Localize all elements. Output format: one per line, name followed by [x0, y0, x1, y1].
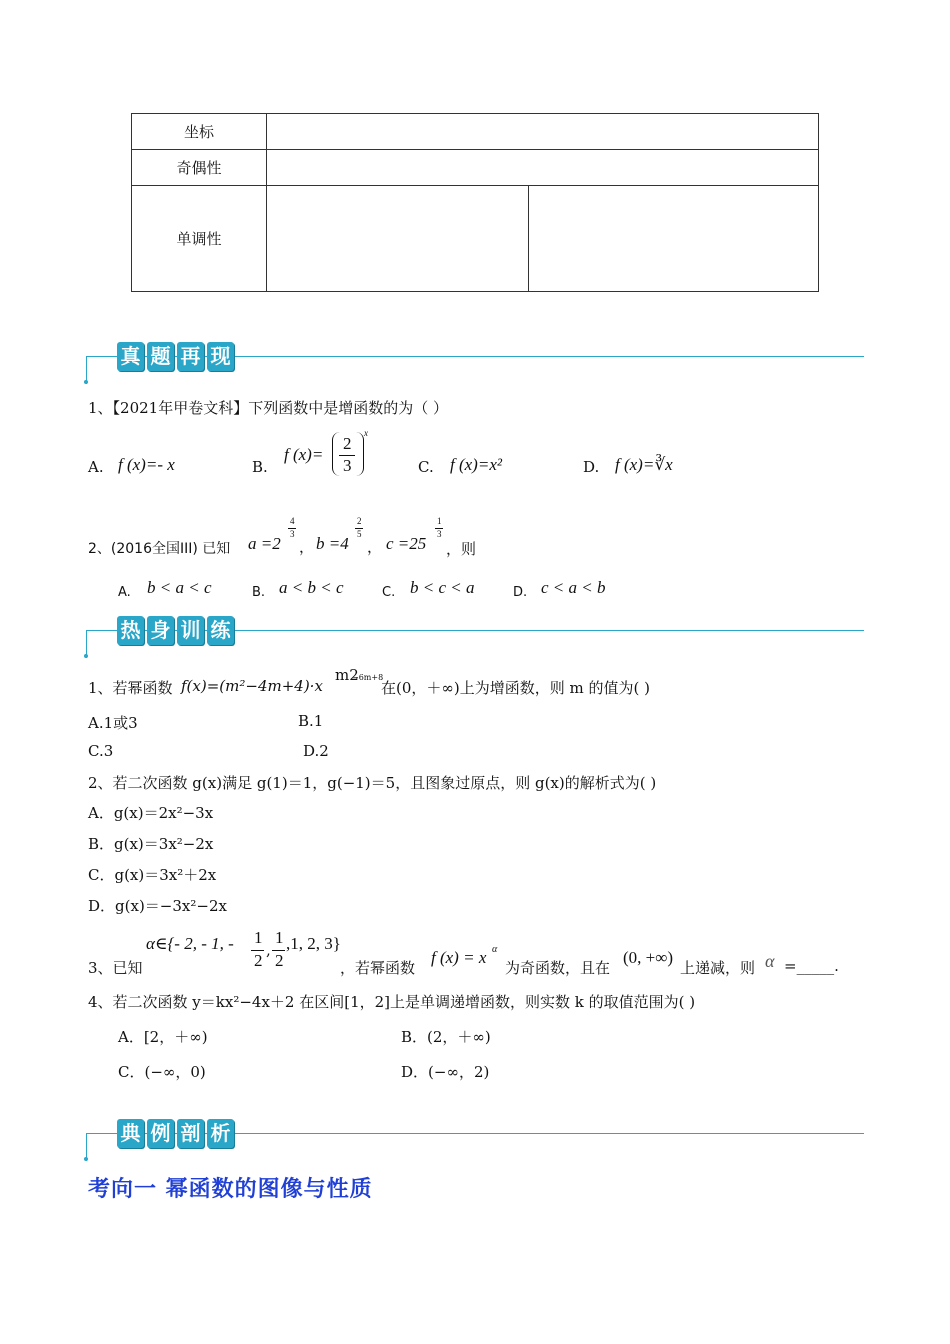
- math-expr: (0, +∞): [623, 948, 674, 967]
- exponent: 4: [290, 516, 295, 526]
- math-expr: b =4: [316, 534, 349, 553]
- option-formula: f (x)=x²: [450, 455, 502, 474]
- header-char: 再: [177, 342, 204, 371]
- header-char: 析: [207, 1119, 234, 1148]
- exponent: m2: [335, 666, 359, 684]
- answer-blank: =_____.: [784, 957, 839, 975]
- exponent: 2: [357, 516, 362, 526]
- option-formula: f (x)=- x: [118, 455, 175, 474]
- header-char: 训: [177, 616, 204, 645]
- option-formula: c < a < b: [541, 578, 606, 597]
- exponent: 3: [437, 529, 442, 539]
- separator: ，: [299, 538, 315, 556]
- header-char: 练: [207, 616, 234, 645]
- option-label: A.: [118, 585, 131, 600]
- header-char: 例: [147, 1119, 174, 1148]
- option-label: C.: [382, 585, 396, 600]
- option: C．g(x)＝3x²＋2x: [88, 866, 217, 884]
- header-char: 典: [117, 1119, 144, 1148]
- fraction-numerator: 2: [343, 434, 352, 453]
- question-stem: 2、若二次函数 g(x)满足 g(1)＝1，g(−1)＝5，且图象过原点，则 g(x)的解析式为( ): [88, 774, 657, 792]
- header-char: 题: [147, 342, 174, 371]
- option-label: A.: [88, 458, 104, 476]
- option-label: D.: [583, 458, 600, 476]
- option-formula: f (x)=: [284, 445, 324, 464]
- option: A．[2，＋∞): [118, 1028, 208, 1046]
- section-header-real-questions: [86, 342, 864, 382]
- option-formula: b < c < a: [410, 578, 475, 597]
- option-label: B.: [252, 585, 266, 600]
- exponent: x: [364, 428, 368, 438]
- math-expr: f(x)=(m²−4m+4)·x: [181, 677, 323, 695]
- question-text: 上递减，则: [680, 959, 756, 977]
- option-formula: a < b < c: [279, 578, 344, 597]
- table-cell: [267, 114, 819, 150]
- section-title: 考向一 幂函数的图像与性质: [88, 1177, 373, 1202]
- option: D．(−∞，2): [401, 1063, 490, 1081]
- option: B．(2，＋∞): [401, 1028, 491, 1046]
- header-char: 身: [147, 616, 174, 645]
- option: D．g(x)＝−3x²−2x: [88, 897, 227, 915]
- table-row-label: 坐标: [132, 114, 267, 150]
- question-stem: 2、(2016全国III) 已知: [88, 541, 231, 557]
- table-cell: [267, 186, 529, 292]
- question-text: ，若幂函数: [340, 959, 416, 977]
- question-stem: 1、若幂函数: [88, 679, 173, 697]
- option-formula: b < a < c: [147, 578, 212, 597]
- math-expr: α: [765, 951, 775, 971]
- math-expr: a =2: [248, 534, 281, 553]
- fraction-denominator: 2: [275, 951, 284, 970]
- header-char: 真: [117, 342, 144, 371]
- math-expr: α∈{- 2, - 1, -: [146, 934, 234, 953]
- header-char: 热: [117, 616, 144, 645]
- table-cell: [267, 150, 819, 186]
- section-header-typical-examples: [86, 1119, 864, 1159]
- question-stem: 1、【2021年甲卷文科】下列函数中是增函数的为（ ）: [88, 399, 448, 417]
- header-char: 剖: [177, 1119, 204, 1148]
- separator: ，: [367, 538, 383, 556]
- fraction-numerator: 1: [254, 928, 263, 947]
- question-text: 为奇函数，且在: [505, 959, 611, 977]
- option-label: D.: [513, 585, 528, 600]
- exponent: 3: [290, 529, 295, 539]
- option-label: B.: [252, 458, 268, 476]
- math-expr: f (x) = x: [431, 948, 487, 967]
- option: A.1或3: [88, 714, 138, 732]
- table-row-label: 奇偶性: [132, 150, 267, 186]
- separator: ,: [266, 941, 271, 959]
- question-stem: 3、已知: [88, 959, 143, 977]
- question-suffix: ，则: [446, 540, 477, 558]
- exponent: −6m+8: [352, 673, 384, 682]
- option-formula: f (x)=∛x: [615, 455, 673, 474]
- exponent: 1: [437, 516, 442, 526]
- option: A．g(x)＝2x²−3x: [88, 804, 214, 822]
- option: D.2: [303, 742, 329, 760]
- table-row-label: 单调性: [132, 186, 267, 292]
- property-table: [131, 113, 819, 292]
- exponent: α: [492, 944, 498, 955]
- section-header-warm-up: [86, 616, 864, 656]
- table-cell: [529, 186, 819, 292]
- option-label: C.: [418, 458, 434, 476]
- header-char: 现: [207, 342, 234, 371]
- option: C.3: [88, 742, 114, 760]
- fraction-denominator: 2: [254, 951, 263, 970]
- question-suffix: 在(0，＋∞)上为增函数，则 m 的值为( ): [381, 679, 650, 697]
- question-stem: 4、若二次函数 y＝kx²−4x＋2 在区间[1，2]上是单调递增函数，则实数 k 的取值范围为( ): [88, 993, 696, 1011]
- option: B．g(x)＝3x²−2x: [88, 835, 214, 853]
- exponent: 5: [357, 529, 362, 539]
- math-expr: ,1, 2, 3}: [286, 934, 341, 953]
- option: C．(−∞，0): [118, 1063, 206, 1081]
- option: B.1: [298, 712, 324, 730]
- fraction-denominator: 3: [343, 456, 352, 475]
- math-expr: c =25: [386, 534, 427, 553]
- fraction-numerator: 1: [275, 928, 284, 947]
